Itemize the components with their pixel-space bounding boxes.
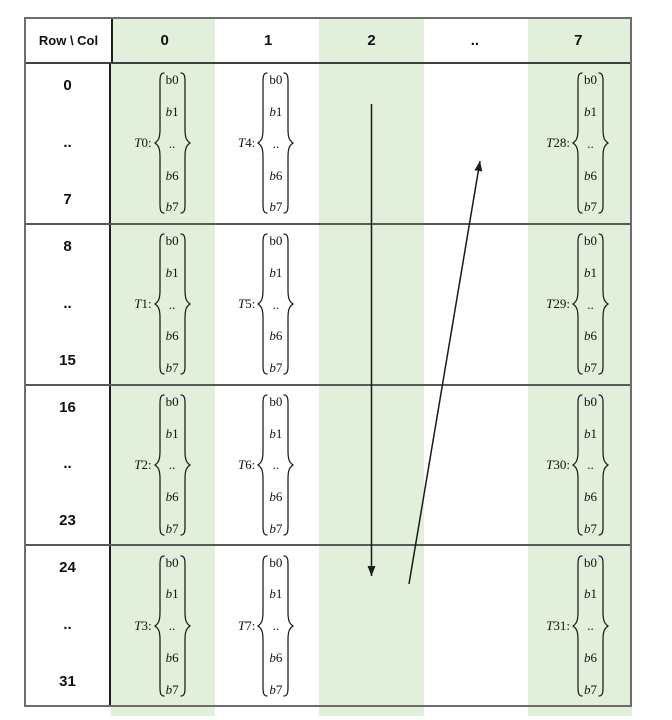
row-range-value: 16 (59, 398, 76, 416)
vector-items (165, 394, 180, 536)
vector-item: .. (272, 618, 280, 634)
thread-cell-T6 (215, 386, 319, 545)
vector-item: b0 (584, 554, 598, 570)
vector-item: b7 (269, 520, 283, 536)
vector-item: b7 (269, 199, 283, 215)
vector-item: b0 (584, 233, 598, 249)
vector-item: b1 (584, 264, 598, 280)
left-brace-icon (571, 393, 583, 537)
row-range-value: .. (63, 294, 72, 312)
vector-item: b7 (584, 681, 598, 697)
right-brace-icon (598, 554, 610, 698)
table-row-2 (26, 386, 630, 547)
thread-vector-T6 (238, 393, 295, 537)
vector-items (268, 72, 283, 214)
left-brace-icon (153, 232, 165, 376)
vector-item: b0 (165, 72, 179, 88)
thread-vector-T7 (238, 554, 295, 698)
right-brace-icon (598, 393, 610, 537)
left-brace-icon (153, 393, 165, 537)
thread-cell-T2 (111, 386, 215, 545)
vector-item: .. (587, 457, 594, 473)
vector-item: b7 (165, 199, 179, 215)
vector-item: b1 (584, 104, 598, 120)
vector-item: b1 (584, 586, 598, 602)
row-range-value: 0 (63, 77, 72, 94)
row-range-label (26, 546, 111, 705)
thread-vector-T29 (546, 232, 610, 376)
thread-vector-T1 (134, 232, 191, 376)
left-brace-icon (571, 554, 583, 698)
row-range-value: 7 (63, 190, 72, 208)
thread-label: T0: (134, 135, 152, 151)
left-brace-icon (571, 71, 583, 215)
vector-item: .. (272, 457, 280, 473)
row-range-label (26, 225, 111, 384)
vector-item: b0 (584, 393, 598, 409)
thread-vector-T5 (238, 232, 295, 376)
thread-cell-T29 (526, 225, 630, 384)
column-header-1: 1 (263, 32, 273, 49)
vector-item: b1 (165, 586, 179, 602)
right-brace-icon (180, 393, 192, 537)
thread-cell-T0 (111, 64, 215, 223)
empty-cell (319, 386, 423, 545)
empty-cell (422, 546, 526, 705)
vector-item: b7 (269, 360, 283, 376)
vector-item: .. (587, 296, 594, 312)
empty-cell (422, 64, 526, 223)
vector-items (583, 555, 598, 697)
thread-vector-T31 (546, 554, 610, 698)
thread-label: T30: (546, 456, 571, 472)
vector-items (268, 233, 283, 375)
vector-items (583, 394, 598, 536)
left-brace-icon (153, 554, 165, 698)
thread-cell-T3 (111, 546, 215, 705)
row-range-value: 31 (59, 673, 76, 690)
left-brace-icon (256, 393, 268, 537)
vector-items (165, 72, 180, 214)
right-brace-icon (283, 393, 295, 537)
thread-vector-T30 (546, 393, 610, 537)
vector-item: b6 (165, 649, 179, 665)
thread-vector-T3 (134, 554, 191, 698)
vector-item: b1 (165, 264, 179, 280)
row-range-value: 23 (59, 512, 76, 530)
column-header-0: 0 (160, 32, 169, 49)
row-range-value: .. (63, 455, 72, 473)
vector-items (165, 555, 180, 697)
vector-item: b6 (165, 167, 179, 183)
vector-item: b0 (584, 72, 598, 88)
right-brace-icon (283, 232, 295, 376)
thread-cell-T30 (526, 386, 630, 545)
row-range-value: 15 (59, 351, 76, 369)
vector-item: b1 (165, 425, 179, 441)
table-row-1 (26, 225, 630, 386)
left-brace-icon (256, 554, 268, 698)
row-range-value: .. (63, 133, 72, 151)
vector-item: b7 (165, 360, 179, 376)
vector-item: b7 (269, 681, 283, 697)
thread-cell-T31 (526, 546, 630, 705)
right-brace-icon (598, 71, 610, 215)
vector-item: b6 (165, 489, 179, 505)
right-brace-icon (598, 232, 610, 376)
thread-cell-T1 (111, 225, 215, 384)
thread-label: T7: (238, 617, 256, 633)
thread-label: T3: (134, 617, 152, 633)
vector-item: b1 (269, 104, 283, 120)
vector-item: b6 (269, 328, 283, 344)
header-row (26, 19, 630, 64)
vector-item: b1 (584, 425, 598, 441)
empty-cell (319, 64, 423, 223)
right-brace-icon (283, 554, 295, 698)
vector-item: b6 (584, 328, 598, 344)
thread-label: T28: (546, 135, 571, 151)
row-range-label (26, 386, 111, 545)
thread-cell-T7 (215, 546, 319, 705)
vector-item: b6 (165, 328, 179, 344)
vector-items (268, 555, 283, 697)
column-header-..: .. (470, 32, 480, 49)
vector-item: b0 (165, 233, 179, 249)
vector-item: b0 (269, 72, 283, 88)
vector-item: .. (168, 296, 176, 312)
vector-item: b0 (269, 233, 283, 249)
vector-item: b7 (584, 199, 598, 215)
thread-label: T4: (238, 135, 256, 151)
thread-cell-T28 (526, 64, 630, 223)
thread-label: T29: (546, 296, 571, 312)
right-brace-icon (180, 71, 192, 215)
thread-label: T5: (238, 296, 256, 312)
row-range-value: 8 (63, 237, 72, 255)
thread-vector-T2 (134, 393, 191, 537)
vector-item: b0 (269, 393, 283, 409)
vector-item: b7 (584, 360, 598, 376)
left-brace-icon (153, 71, 165, 215)
left-brace-icon (571, 232, 583, 376)
vector-item: .. (168, 618, 176, 634)
vector-item: b7 (584, 520, 598, 536)
vector-item: .. (168, 135, 176, 151)
vector-item: b0 (165, 554, 179, 570)
right-brace-icon (180, 554, 192, 698)
vector-item: .. (272, 296, 280, 312)
empty-cell (422, 386, 526, 545)
vector-item: b6 (269, 649, 283, 665)
thread-vector-T28 (546, 71, 610, 215)
right-brace-icon (180, 232, 192, 376)
vector-item: .. (587, 135, 594, 151)
table-row-0 (26, 64, 630, 225)
vector-item: b7 (165, 681, 179, 697)
empty-cell (319, 225, 423, 384)
vector-item: b1 (165, 104, 179, 120)
vector-item: b7 (165, 520, 179, 536)
right-brace-icon (283, 71, 295, 215)
vector-items (583, 233, 598, 375)
thread-label: T6: (238, 456, 256, 472)
thread-vector-T4 (238, 71, 295, 215)
thread-label: T2: (134, 456, 152, 472)
column-header-2: 2 (367, 32, 376, 49)
vector-item: .. (168, 457, 176, 473)
vector-item: b6 (584, 167, 598, 183)
vector-item: b1 (269, 264, 283, 280)
left-brace-icon (256, 71, 268, 215)
thread-cell-T4 (215, 64, 319, 223)
empty-cell (422, 225, 526, 384)
vector-item: b0 (165, 393, 179, 409)
vector-items (583, 72, 598, 214)
vector-item: b6 (269, 489, 283, 505)
row-range-label (26, 64, 111, 223)
vector-items (268, 394, 283, 536)
thread-block-table (24, 17, 632, 707)
corner-label: Row \ Col (38, 33, 99, 48)
thread-label: T1: (134, 296, 152, 312)
left-brace-icon (256, 232, 268, 376)
row-range-value: 24 (59, 559, 76, 577)
vector-item: b6 (584, 489, 598, 505)
vector-item: .. (587, 618, 594, 634)
thread-cell-T5 (215, 225, 319, 384)
vector-items (165, 233, 180, 375)
thread-label: T31: (546, 617, 571, 633)
vector-item: b6 (269, 167, 283, 183)
vector-item: .. (272, 135, 280, 151)
vector-item: b0 (269, 554, 283, 570)
row-range-value: .. (63, 616, 72, 634)
table-row-3 (26, 546, 630, 705)
empty-cell (319, 546, 423, 705)
thread-vector-T0 (134, 71, 191, 215)
column-header-7: 7 (574, 32, 583, 49)
vector-item: b1 (269, 425, 283, 441)
row-col-corner-header (26, 19, 113, 62)
vector-item: b1 (269, 586, 283, 602)
vector-item: b6 (584, 649, 598, 665)
